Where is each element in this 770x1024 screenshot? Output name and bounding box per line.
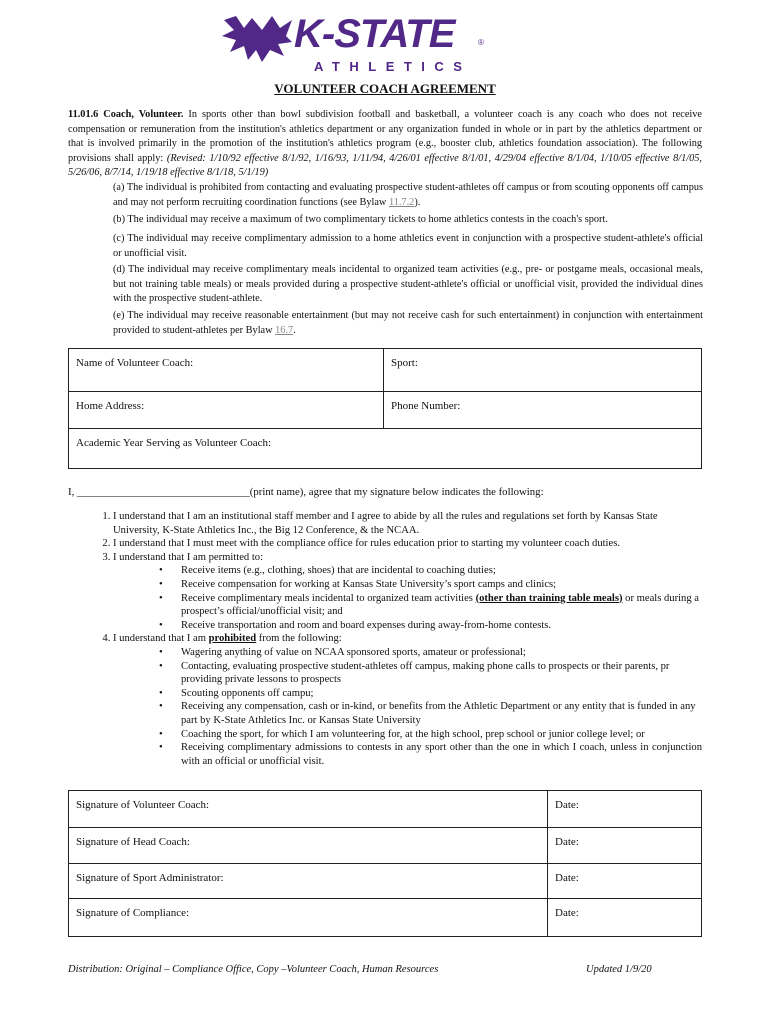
- provision-e-end: .: [293, 324, 296, 336]
- provision-a-text: (a) The individual is prohibited from contacting and evaluating prospective student-athletes off campus or from scouting opponents off campus and may not perform recruiting coordination functions (see Bylaw: [113, 182, 703, 208]
- volunteer-coach-signature-field[interactable]: Signature of Volunteer Coach:: [69, 791, 548, 828]
- prohibited-list: [113, 646, 702, 768]
- provision-e: [113, 309, 703, 338]
- list-item: [113, 551, 702, 633]
- acknowledgement-list: [68, 510, 702, 768]
- sport-administrator-date-field[interactable]: Date:: [548, 864, 702, 899]
- home-address-field[interactable]: Home Address:: [69, 392, 384, 429]
- logo-subtitle: ATHLETICS: [314, 59, 472, 74]
- list-item: • Receive compensation for working at Kansas State University’s sport camps and clinics;: [181, 578, 702, 592]
- provision-c: (c) The individual may receive complimentary admission to a home athletics event in conjunction with a prospective student-athlete's official or unofficial visit.: [113, 233, 703, 259]
- list-item: 2. I understand that I must meet with the compliance office for rules education prior to starting my volunteer coach duties.: [113, 537, 702, 551]
- permitted-meals-text: Receive complimentary meals incidental to organized team activities: [181, 592, 476, 604]
- list-item: • Receive transportation and room and board expenses during away-from-home contests.: [181, 619, 702, 633]
- compliance-date-field[interactable]: Date:: [548, 899, 702, 937]
- sport-administrator-signature-field[interactable]: Signature of Sport Administrator:: [69, 864, 548, 899]
- registered-mark: ®: [478, 38, 484, 47]
- distribution-note: Distribution: Original – Compliance Office, Copy –Volunteer Coach, Human Resources: [68, 964, 439, 975]
- list-item: • Receive items (e.g., clothing, shoes) that are incidental to coaching duties;: [181, 564, 702, 578]
- coach-info-table: [68, 348, 702, 469]
- bylaw-link-16-7[interactable]: 16.7: [275, 324, 294, 336]
- list-item: [181, 592, 702, 619]
- provision-b: (b) The individual may receive a maximum of two complimentary tickets to home athletics contests in the coach's sport.: [113, 214, 608, 225]
- kstate-athletics-logo: [222, 12, 492, 74]
- list-item: • Contacting, evaluating prospective student-athletes off campus, making phone calls to prospects or their parents, pr providing private lessons to prospects: [181, 660, 702, 687]
- bylaw-paragraph: [68, 108, 702, 181]
- provision-a: [113, 181, 703, 210]
- logo-wordmark: K-STATE: [294, 12, 455, 56]
- wildcat-icon: [222, 14, 294, 64]
- phone-number-field[interactable]: Phone Number:: [384, 392, 702, 429]
- list-item: • Receiving complimentary admissions to contests in any sport other than the one in which I coach, unless in conjunction with an official or unofficial visit.: [181, 741, 702, 768]
- head-coach-date-field[interactable]: Date:: [548, 828, 702, 864]
- list-item: • Wagering anything of value on NCAA sponsored sports, amateur or professional;: [181, 646, 702, 660]
- academic-year-field[interactable]: Academic Year Serving as Volunteer Coach:: [69, 429, 702, 469]
- list-item: • Scouting opponents off campu;: [181, 687, 702, 701]
- training-table-emphasis: (other than training table meals): [475, 592, 623, 604]
- prohibited-emphasis: prohibited: [208, 633, 257, 645]
- signature-table: [68, 790, 702, 937]
- prohibited-heading: I understand that I am: [113, 633, 209, 645]
- provision-d: (d) The individual may receive complimentary meals incidental to organized team activities (e.g., pre- or postgame meals, occasional meals, but not training table meals) or meals provided during a prospective student-athlete's official or unofficial visit, provided the individual dines with the prospective student-athlete.: [113, 264, 703, 305]
- permitted-meals-end: or meals during a prospect’s official/unofficial visit; and: [181, 592, 699, 618]
- bylaw-heading: 11.01.6 Coach, Volunteer.: [68, 109, 184, 120]
- bylaw-body: In sports other than bowl subdivision football and basketball, a volunteer coach is any coach who does not receive compensation or remuneration from the institution's athletics department or any organization funded in whole or in part by the athletics department or that is involved primarily in the promotion of the institution's athletics program (e.g., booster club, athletics foundation association). The following provisions shall apply:: [68, 109, 702, 164]
- bylaw-link-11-7-2[interactable]: 11.7.2: [388, 196, 415, 208]
- list-item: • Coaching the sport, for which I am volunteering for, at the high school, prep school or junior college level; or: [181, 728, 702, 742]
- updated-date: Updated 1/9/20: [586, 964, 652, 975]
- provision-e-text: (e) The individual may receive reasonable entertainment (but may not receive cash for such entertainment) in conjunction with entertainment provided to student-athletes per Bylaw: [113, 310, 703, 336]
- permitted-list: [113, 564, 702, 632]
- print-name-line[interactable]: I, ________________________________(print name), agree that my signature below indicates the following:: [68, 486, 544, 498]
- bylaw-revised: (Revised: 1/10/92 effective 8/1/92, 1/16/93, 1/11/94, 4/26/01 effective 8/1/01, 4/29/04 effective 8/1/04, 1/10/05 effective 8/1/05, 5/26/06, 8/7/14, 1/19/18 effective 8/1/18, 5/1/19): [68, 152, 702, 179]
- document-title: VOLUNTEER COACH AGREEMENT: [274, 81, 496, 96]
- sport-field[interactable]: Sport:: [384, 349, 702, 392]
- prohibited-heading-end: from the following:: [256, 633, 342, 645]
- list-item: [113, 632, 702, 768]
- provision-a-end: ).: [414, 196, 421, 208]
- compliance-signature-field[interactable]: Signature of Compliance:: [69, 899, 548, 937]
- list-item: 1. I understand that I am an institutional staff member and I agree to abide by all the rules and regulations set forth by Kansas State University, K-State Athletics Inc., the Big 12 Conference, & the NCAA.: [113, 510, 702, 537]
- list-item: • Receiving any compensation, cash or in-kind, or benefits from the Athletic Department or any entity that is funded in any part by K-State Athletics Inc. or Kansas State University: [181, 700, 702, 727]
- head-coach-signature-field[interactable]: Signature of Head Coach:: [69, 828, 548, 864]
- volunteer-coach-name-field[interactable]: Name of Volunteer Coach:: [69, 349, 384, 392]
- permitted-heading: I understand that I am permitted to:: [113, 551, 264, 563]
- volunteer-coach-date-field[interactable]: Date:: [548, 791, 702, 828]
